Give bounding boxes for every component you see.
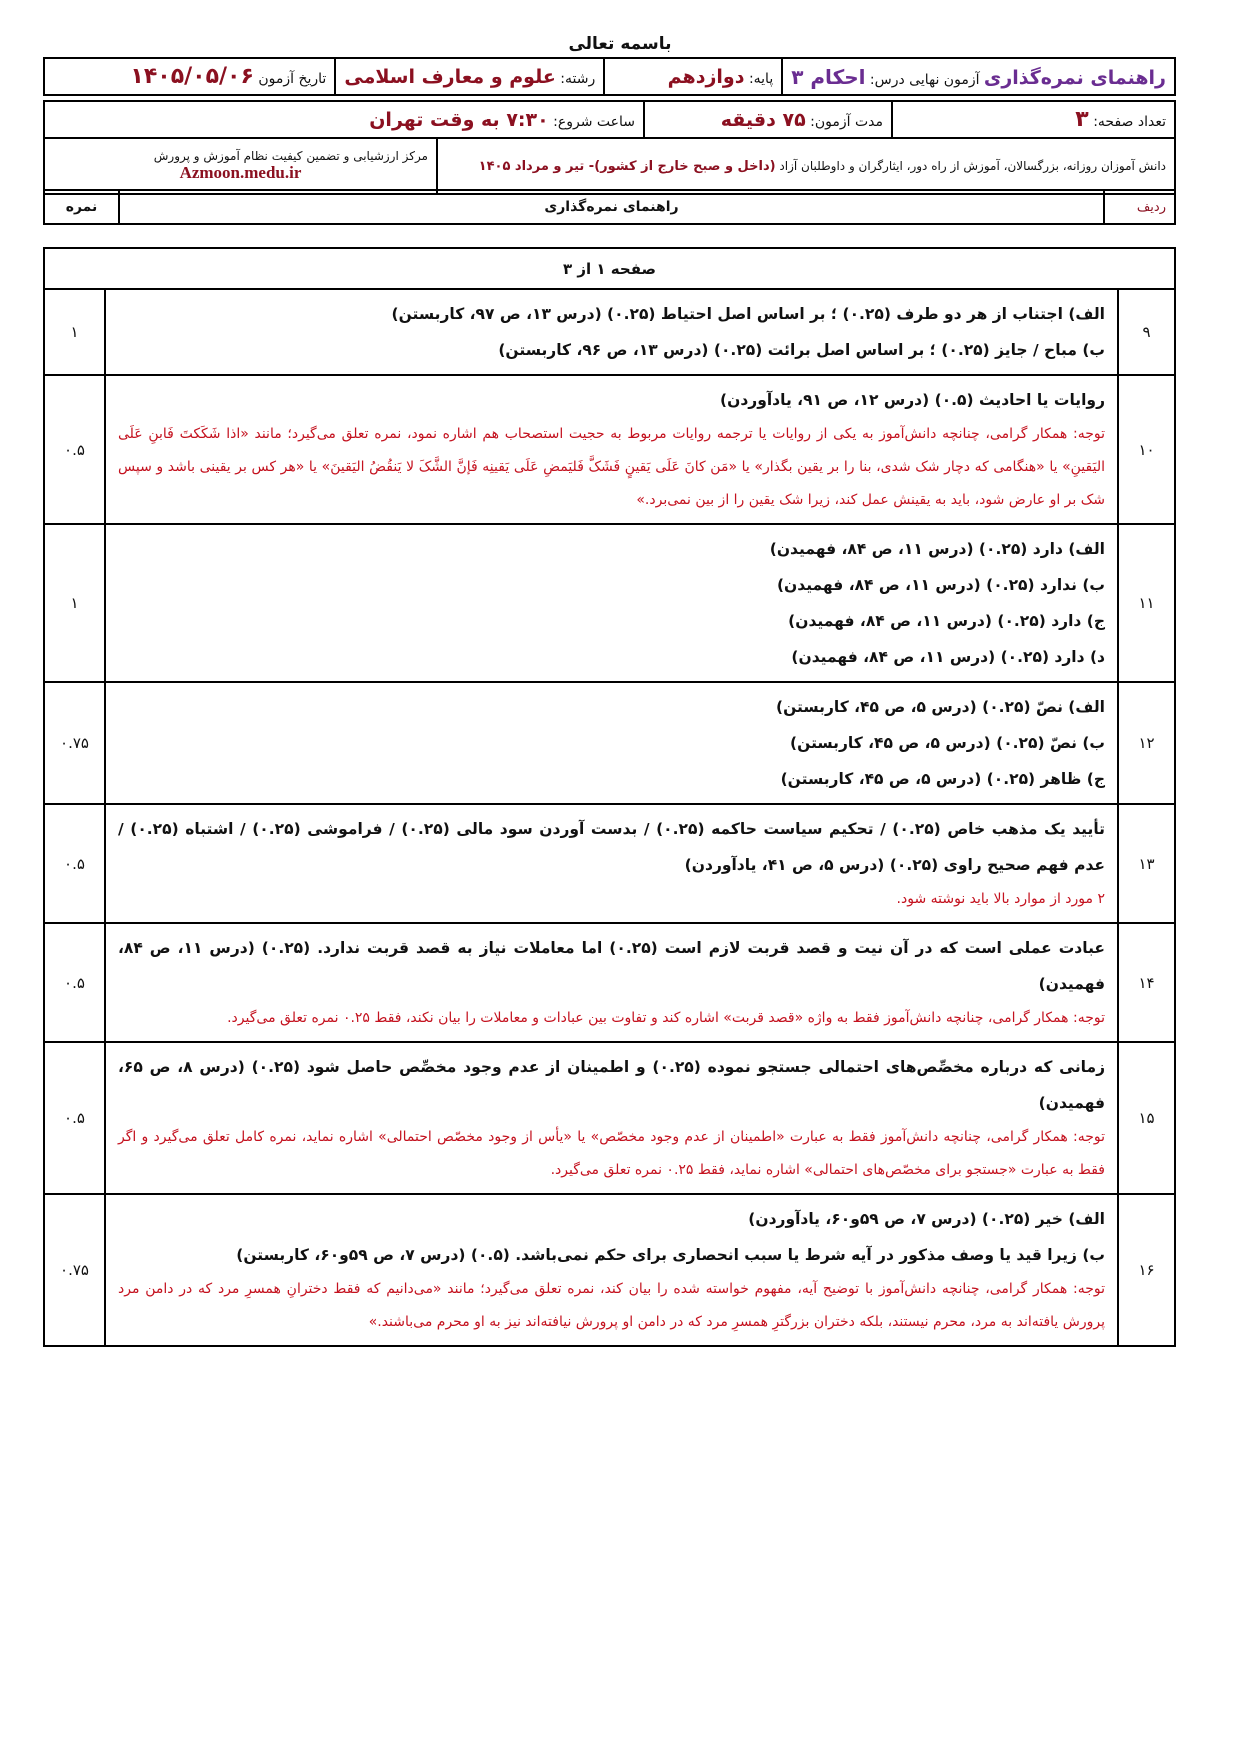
answer-row [44, 804, 1175, 923]
answer-guide [105, 1042, 1118, 1194]
question-number: ۱۲ [1118, 682, 1175, 804]
score-value: ۱ [44, 524, 105, 682]
question-number: ۱۳ [1118, 804, 1175, 923]
grader-note: توجه: همکار گرامی، چنانچه دانش‌آموز فقط به واژه «قصد قربت» اشاره کند و تفاوت بین عبادات و معاملات را بیان نکند، فقط ۰.۲۵ نمره تعلق می‌گیرد. [227, 1010, 1105, 1026]
bismillah-heading: باسمه تعالی [568, 34, 672, 54]
answer-line: ج) دارد (۰.۲۵) (درس ۱۱، ص ۸۴، فهمیدن) [788, 612, 1105, 630]
answer-line: ب) نصّ (۰.۲۵) (درس ۵، ص ۴۵، کاربستن) [790, 734, 1105, 752]
score-value: ۰.۵ [44, 923, 105, 1042]
score-value: ۱ [44, 289, 105, 375]
question-number: ۹ [1118, 289, 1175, 375]
score-value: ۰.۷۵ [44, 1194, 105, 1346]
answer-line: عبادت عملی است که در آن نیت و قصد قربت لازم است (۰.۲۵) اما معاملات نیاز به قصد قربت ندارد. (۰.۲۵) (درس ۱۱، ص ۸۴، فهمیدن) [118, 939, 1105, 993]
answer-guide [105, 524, 1118, 682]
answer-guide [105, 804, 1118, 923]
start-time: ۷:۳۰ به وقت تهران [369, 108, 549, 131]
question-number: ۱۴ [1118, 923, 1175, 1042]
pages-label: تعداد صفحه: [1093, 114, 1166, 130]
answer-row [44, 923, 1175, 1042]
question-number: ۱۱ [1118, 524, 1175, 682]
answer-line: الف) نصّ (۰.۲۵) (درس ۵، ص ۴۵، کاربستن) [776, 698, 1105, 716]
score-value: ۰.۵ [44, 1042, 105, 1194]
date-label: تاریخ آزمون [258, 71, 327, 87]
field-label: رشته: [560, 70, 596, 87]
website-link[interactable]: Azmoon.medu.ir [179, 163, 302, 182]
answer-row [44, 289, 1175, 375]
col-guide: راهنمای نمره‌گذاری [119, 190, 1104, 224]
exam-date: ۱۴۰۵/۰۵/۰۶ [130, 64, 254, 89]
question-number: ۱۰ [1118, 375, 1175, 524]
answer-row [44, 524, 1175, 682]
question-number: ۱۶ [1118, 1194, 1175, 1346]
grader-note: توجه: همکار گرامی، چنانچه دانش‌آموز فقط به عبارت «اطمینان از عدم وجود مخصّص» یا «یأس از وجود مخصّص احتمالی» اشاره نماید، نمره کامل تعلق می‌گیرد و اگر فقط به عبارت «جستجو برای مخصّص‌های احتمالی» اشاره نماید، فقط ۰.۲۵ نمره تعلق می‌گیرد. [118, 1129, 1105, 1178]
duration-value: ۷۵ دقیقه [720, 108, 806, 131]
answer-line: الف) خیر (۰.۲۵) (درس ۷، ص ۵۹و۶۰، یادآوردن) [748, 1210, 1105, 1228]
exam-header-table [43, 57, 1176, 96]
exam-info-table [43, 100, 1176, 139]
answer-row [44, 375, 1175, 524]
answer-guide [105, 682, 1118, 804]
org-name: مرکز ارزشیابی و تضمین کیفیت نظام آموزش و پرورش [153, 149, 428, 163]
score-value: ۰.۵ [44, 375, 105, 524]
grader-note: ۲ مورد از موارد بالا باید نوشته شود. [896, 891, 1105, 907]
grade-label: پایه: [748, 70, 774, 87]
answer-line: ب) مباح / جایز (۰.۲۵) ؛ بر اساس اصل برائت (۰.۲۵) (درس ۱۳، ص ۹۶، کاربستن) [498, 341, 1105, 359]
duration-label: مدت آزمون: [810, 113, 883, 130]
answer-guide [105, 923, 1118, 1042]
col-row: ردیف [1104, 190, 1175, 224]
score-value: ۰.۵ [44, 804, 105, 923]
answer-rows [44, 289, 1175, 1346]
grader-note: توجه: همکار گرامی، چنانچه دانش‌آموز به یکی از روایات یا ترجمه روایات مربوط به حجیت استصحاب هم اشاره نمود، نمره تعلق می‌گیرد؛ مانند «اذا شَکَکتَ فَابنِ عَلَی الیَقینِ» یا «هنگامی که دچار شک شدی، بنا را بر یقین بگذار» یا «مَن کانَ عَلَی یَقینٍ فَشَکَّ فَلیَمضِ عَلَی یَقینِه فَإنَّ الشَّکَ لا یَنقُضُ الیَقینَ» یا «هر کس بر یقینی باشد و سپس شک بر او عارض شود، باید به یقینش عمل کند، زیرا شک یقین را از بین نمی‌برد.» [118, 426, 1105, 508]
question-number: ۱۵ [1118, 1042, 1175, 1194]
answer-row [44, 1042, 1175, 1194]
answer-line: زمانی که درباره مخصِّص‌های احتمالی جستجو نموده (۰.۲۵) و اطمینان از عدم وجود مخصِّص حاصل شود (۰.۲۵) (درس ۸، ص ۶۵، فهمیدن) [118, 1058, 1105, 1112]
student-categories: دانش آموزان روزانه، بزرگسالان، آموزش از راه دور، ایثارگران و داوطلبان آزاد [779, 158, 1166, 173]
answer-line: روایات یا احادیث (۰.۵) (درس ۱۲، ص ۹۱، یادآوردن) [720, 391, 1105, 409]
answer-line: الف) دارد (۰.۲۵) (درس ۱۱، ص ۸۴، فهمیدن) [769, 540, 1105, 558]
answer-line: ب) زیرا قید یا وصف مذکور در آیه شرط یا سبب انحصاری برای حکم نمی‌باشد. (۰.۵) (درس ۷، ص ۵۹و۶۰، کاربستن) [236, 1246, 1105, 1264]
pages-value: ۳ [1075, 107, 1089, 132]
answer-guide [105, 1194, 1118, 1346]
doc-title: راهنمای نمره‌گذاری [983, 66, 1166, 89]
answer-line: ب) ندارد (۰.۲۵) (درس ۱۱، ص ۸۴، فهمیدن) [776, 576, 1105, 594]
grade-value: دوازدهم [667, 65, 745, 88]
answer-line: د) دارد (۰.۲۵) (درس ۱۱، ص ۸۴، فهمیدن) [791, 648, 1105, 666]
answer-line: الف) اجتناب از هر دو طرف (۰.۲۵) ؛ بر اساس اصل احتیاط (۰.۲۵) (درس ۱۳، ص ۹۷، کاربستن) [391, 305, 1105, 323]
answer-line: تأیید یک مذهب خاص (۰.۲۵) / تحکیم سیاست حاکمه (۰.۲۵) / بدست آوردن سود مالی (۰.۲۵) / فراموشی (۰.۲۵) / اشتباه (۰.۲۵) / عدم فهم صحیح راوی (۰.۲۵) (درس ۵، ص ۴۱، یادآوردن) [118, 820, 1105, 874]
exam-label: آزمون نهایی درس: [869, 71, 980, 88]
answer-line: ج) ظاهر (۰.۲۵) (درس ۵، ص ۴۵، کاربستن) [780, 770, 1105, 788]
column-header-table [43, 189, 1176, 225]
exam-session: (داخل و صبح خارج از کشور)- تیر و مرداد ۱۴۰۵ [478, 158, 776, 174]
field-value: علوم و معارف اسلامی [344, 65, 556, 88]
score-value: ۰.۷۵ [44, 682, 105, 804]
start-label: ساعت شروع: [553, 113, 635, 130]
answer-guide [105, 375, 1118, 524]
answer-row [44, 1194, 1175, 1346]
exam-org-table [43, 137, 1176, 195]
col-score: نمره [44, 190, 119, 224]
answer-row [44, 682, 1175, 804]
answer-guide [105, 289, 1118, 375]
course-name: احکام ۳ [791, 64, 866, 89]
page-number-header: صفحه ۱ از ۳ [44, 248, 1175, 289]
answers-table [43, 247, 1176, 1347]
grader-note: توجه: همکار گرامی، چنانچه دانش‌آموز با توضیح آیه، مفهوم خواسته شده را بیان کند، نمره تعلق می‌گیرد؛ مانند «می‌دانیم که فقط دخترانِ همسرِ مرد که در دامن مرد پرورش یافته‌اند به مرد، محرم نیستند، بلکه دختران بزرگترِ همسرِ مرد که در دامن او پرورش نیافته‌اند نیز به او محرم می‌باشند.» [118, 1281, 1105, 1330]
